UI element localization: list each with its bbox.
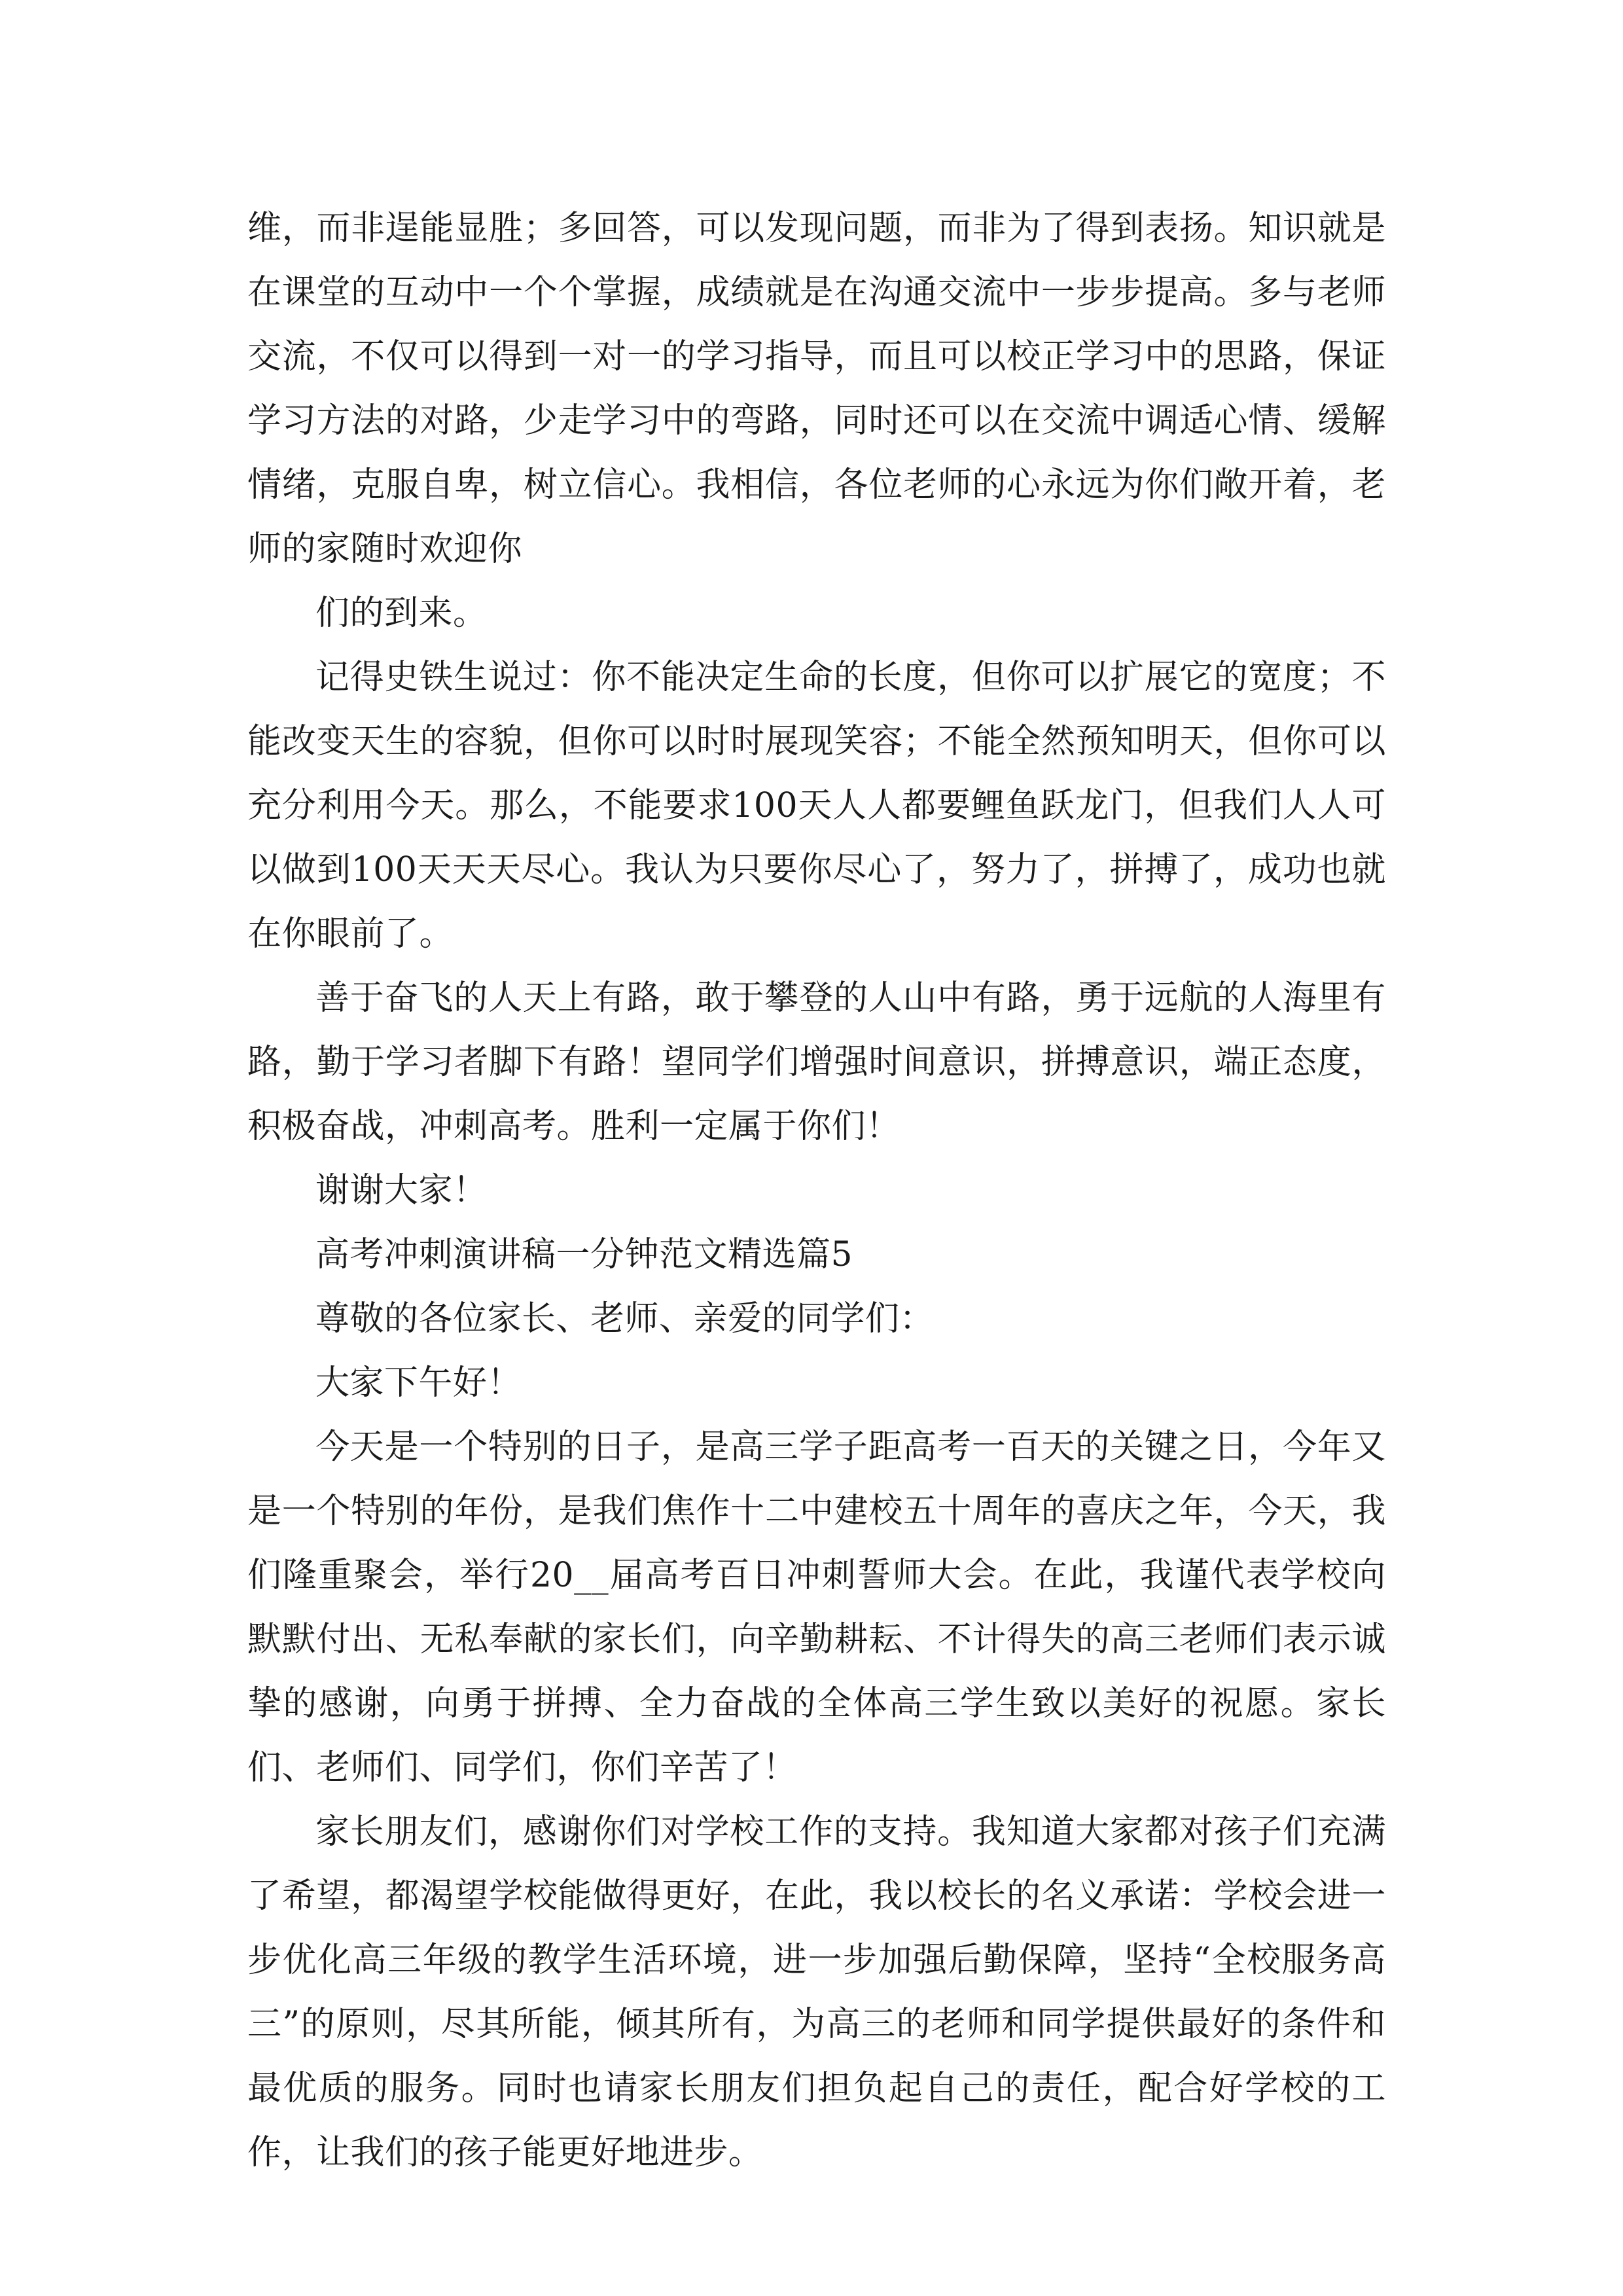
paragraph-special-day: 今天是一个特别的日子，是高三学子距高考一百天的关键之日，今年又是一个特别的年份，是我们焦作十二中建校五十周年的喜庆之年，今天，我们隆重聚会，举行20__届高考百日冲刺誓师大会。在此，我谨代表学校向默默付出、无私奉献的家长们，向辛勤耕耘、不计得失的高三老师们表示诚挚的感谢，向勇于拼搏、全力奋战的全体高三学生致以美好的祝愿。家长们、老师们、同学们，你们辛苦了！	[247, 1427, 1386, 1787]
paragraph-continued: 维，而非逞能显胜；多回答，可以发现问题，而非为了得到表扬。知识就是在课堂的互动中一个个掌握，成绩就是在沟通交流中一步步提高。多与老师交流，不仅可以得到一对一的学习指导，而且可以校正学习中的思路，保证学习方法的对路，少走学习中的弯路，同时还可以在交流中调适心情、缓解情绪，克服自卑，树立信心。我相信，各位老师的心永远为你们敞开着，老师的家随时欢迎你	[247, 209, 1386, 569]
section-heading: 高考冲刺演讲稿一分钟范文精选篇5	[315, 1235, 853, 1274]
paragraph-parents: 家长朋友们，感谢你们对学校工作的支持。我知道大家都对孩子们充满了希望，都渴望学校能做得更好，在此，我以校长的名义承诺：学校会进一步优化高三年级的教学生活环境，进一步加强后勤保障，坚持“全校服务高三”的原则，尽其所能，倾其所有，为高三的老师和同学提供最好的条件和最优质的服务。同时也请家长朋友们担负起自己的责任，配合好学校的工作，让我们的孩子能更好地进步。	[247, 1812, 1386, 2172]
salutation: 尊敬的各位家长、老师、亲爱的同学们：	[315, 1299, 935, 1338]
paragraph-road: 善于奋飞的人天上有路，敢于攀登的人山中有路，勇于远航的人海里有路，勤于学习者脚下有路！望同学们增强时间意识，拼搏意识，端正态度，积极奋战，冲刺高考。胜利一定属于你们！	[247, 978, 1386, 1146]
paragraph-shi-tiesheng: 记得史铁生说过：你不能决定生命的长度，但你可以扩展它的宽度；不能改变天生的容貌，但你可以时时展现笑容；不能全然预知明天，但你可以充分利用今天。那么，不能要求100天人人都要鲤鱼跃龙门，但我们人人可以做到100天天天尽心。我认为只要你尽心了，努力了，拼搏了，成功也就在你眼前了。	[247, 658, 1386, 954]
paragraph-thanks: 谢谢大家！	[315, 1171, 488, 1210]
greeting: 大家下午好！	[315, 1363, 522, 1403]
paragraph-continued-tail: 们的到来。	[315, 594, 488, 633]
document-page	[247, 196, 1386, 2185]
